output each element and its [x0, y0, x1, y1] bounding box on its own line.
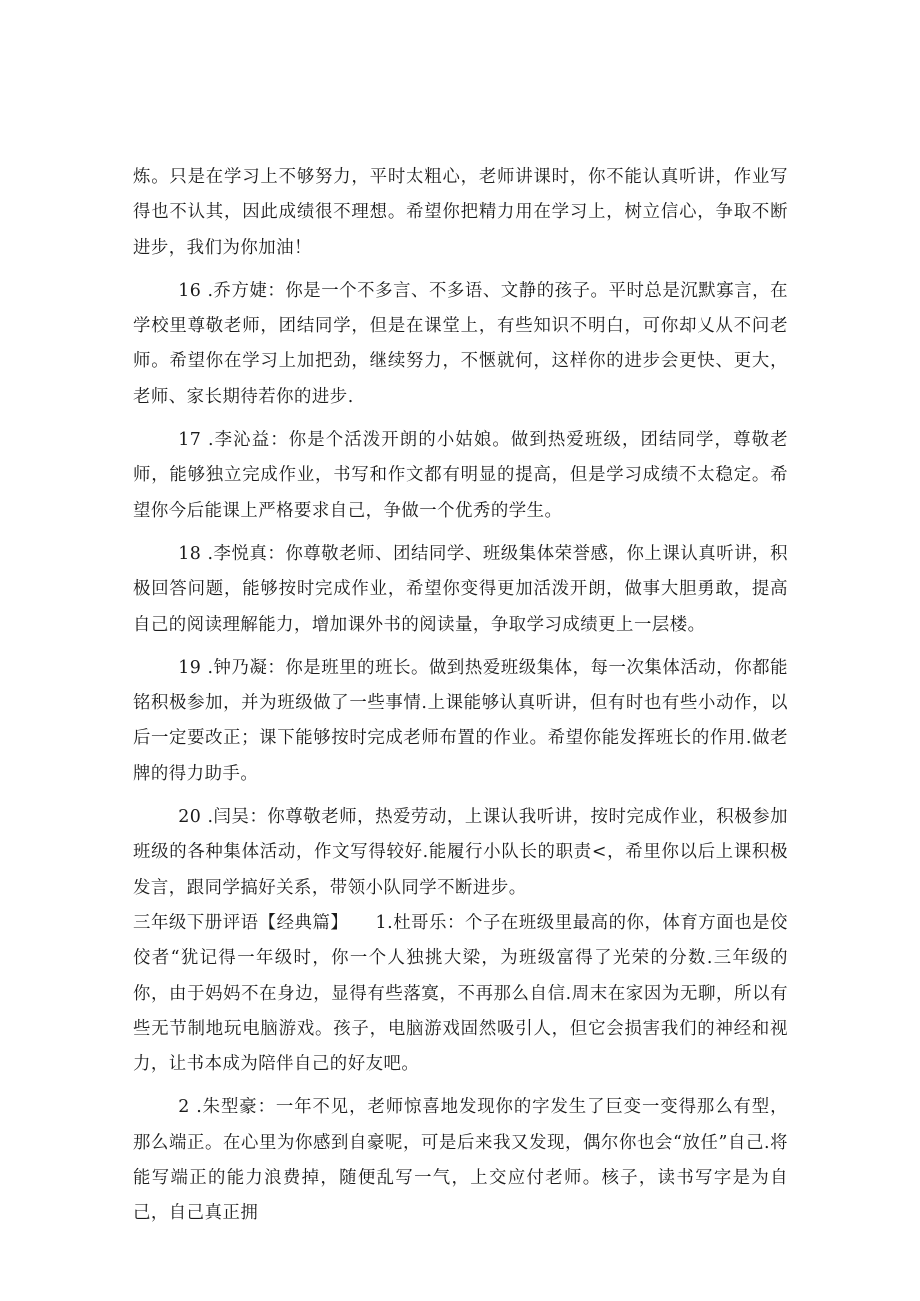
- paragraph-comment-17: 17 .李沁益：你是个活泼开朗的小姑娘。做到热爱班级，团结同学，尊敬老师，能够独立完成作业，书写和作文都有明显的提高，但是学习成绩不太稳定。希望你今后能课上严格要求自己，争做一个优秀的学生。: [133, 430, 788, 521]
- document-body: [133, 160, 788, 1232]
- paragraph-continued: 炼。只是在学习上不够努力，平时太粗心，老师讲课时，你不能认真听讲，作业写得也不认其，因此成绩很不理想。希望你把精力用在学习上，树立信心，争取不断进步，我们为你加油！: [133, 167, 788, 258]
- section-heading-paragraph: 三年级下册评语【经典篇】 1.杜哥乐：个子在班级里最高的你，体育方面也是佼佼者“犹记得一年级时，你一个人独挑大梁，为班级富得了光荣的分数.三年级的你，由于妈妈不在身边，显得有些落寞，不再那么自信.周末在家因为无聊，所以有些无节制地玩电脑游戏。孩子，电脑游戏固然吸引人，但它会损害我们的神经和视力，让书本成为陪伴自己的好友吧。: [133, 912, 788, 1075]
- paragraph-comment-2: 2 .朱型豪：一年不见，老师惊喜地发现你的字发生了巨变一变得那么有型，那么端正。在心里为你感到自豪呢，可是后来我又发现，偶尔你也会“放任”自己.将能写端正的能力浪费掉，随便乱写一气，上交应付老师。核子，读书写字是为自己，自己真正拥: [133, 1097, 788, 1224]
- paragraph-gap: [133, 266, 788, 274]
- paragraph-gap: [133, 792, 788, 800]
- paragraph-comment-18: 18 .李悦真：你尊敬老师、团结同学、班级集体荣誉感，你上课认真听讲，积极回答问题，能够按时完成作业，希望你变得更加活泼开朗，做事大胆勇敢，提高自己的阅读理解能力，增加课外书的阅读量，争取学习成绩更上一层楼。: [133, 543, 788, 635]
- paragraph-gap: [133, 529, 788, 537]
- paragraph-comment-16: 16 .乔方婕：你是一个不多言、不多语、文静的孩子。平时总是沉默寡言，在学校里尊敬老师，团结同学，但是在课堂上，有些知识不明白，可你却乂从不问老师。希望你在学习上加把劲，继续努力，不愜就何，这样你的进步会更快、更大，老师、家长期待若你的进步.: [133, 280, 788, 407]
- paragraph-gap: [133, 643, 788, 651]
- paragraph-gap: [133, 1082, 788, 1090]
- paragraph-gap: [133, 415, 788, 423]
- paragraph-comment-20: 20 .闫吴：你尊敬老师，热爱劳动，上课认我听讲，按时完成作业，积极参加班级的各种集体活动，作文写得较好.能履行小队长的职责<，希里你以后上课积极发言，跟同学搞好关系，带领小队同学不断进步。: [133, 807, 788, 898]
- paragraph-comment-19: 19 .钟乃凝：你是班里的班长。做到热爱班级集体，每一次集体活动，你都能铭积极参加，并为班级做了一些事情.上课能够认真听讲，但有时也有些小动作，以后一定要改正；课下能够按时完成老师布置的作业。希望你能发挥班长的作用.做老牌的得力助手。: [133, 657, 788, 784]
